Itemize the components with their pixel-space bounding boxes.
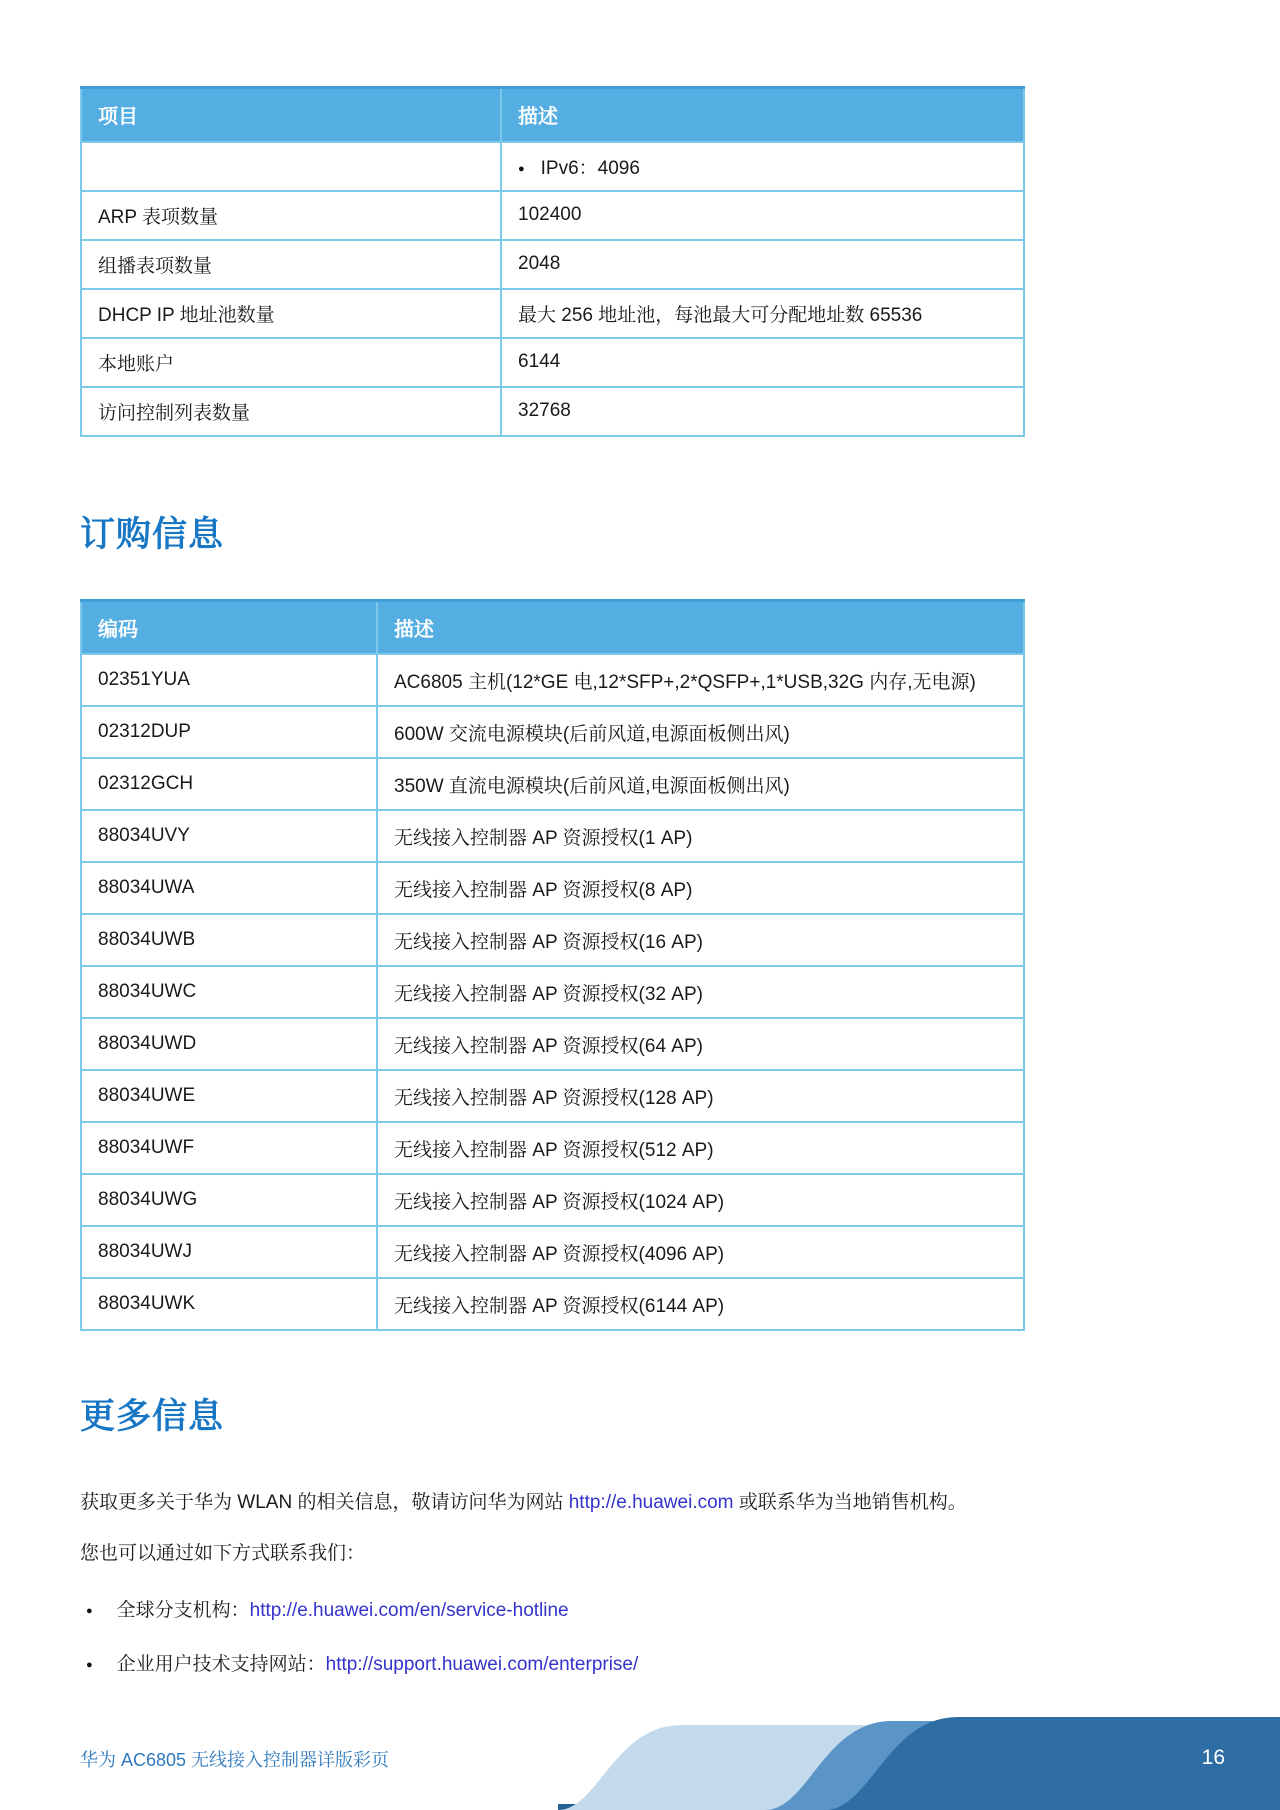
table-row xyxy=(81,654,1024,706)
table-header-row xyxy=(81,600,1024,654)
code-cell: 88034UWA xyxy=(81,862,377,914)
code-cell: 88034UWD xyxy=(81,1018,377,1070)
spec-item-cell: ARP 表项数量 xyxy=(81,191,501,240)
spec-desc-cell: 6144 xyxy=(501,338,1024,387)
bullet-icon: ● xyxy=(86,1605,93,1617)
desc-cell: 600W 交流电源模块(后前风道,电源面板侧出风) xyxy=(377,706,1024,758)
table-row xyxy=(81,810,1024,862)
desc-cell: 无线接入控制器 AP 资源授权(4096 AP) xyxy=(377,1226,1024,1278)
table-row xyxy=(81,758,1024,810)
spec-desc-cell: 最大 256 地址池，每池最大可分配地址数 65536 xyxy=(501,289,1024,338)
desc-cell: 无线接入控制器 AP 资源授权(6144 AP) xyxy=(377,1278,1024,1330)
table-row xyxy=(81,706,1024,758)
table-row xyxy=(81,240,1024,289)
code-cell: 02312GCH xyxy=(81,758,377,810)
desc-cell: AC6805 主机(12*GE 电,12*SFP+,2*QSFP+,1*USB,32G 内存,无电源) xyxy=(377,654,1024,706)
table-row xyxy=(81,338,1024,387)
huawei-website-link[interactable]: http://e.huawei.com xyxy=(568,1492,734,1513)
more-intro-paragraph xyxy=(80,1489,1080,1516)
spec-col-desc: 描述 xyxy=(501,88,1024,142)
table-row xyxy=(81,914,1024,966)
spec-item-cell: DHCP IP 地址池数量 xyxy=(81,289,501,338)
table-row xyxy=(81,289,1024,338)
code-cell: 88034UWF xyxy=(81,1122,377,1174)
desc-cell: 无线接入控制器 AP 资源授权(1024 AP) xyxy=(377,1174,1024,1226)
table-row xyxy=(81,142,1024,191)
table-row xyxy=(81,1070,1024,1122)
code-cell: 88034UWK xyxy=(81,1278,377,1330)
spec-table xyxy=(80,86,1025,437)
table-row xyxy=(81,1226,1024,1278)
bullet-icon-text: ● IPv6：4096 xyxy=(518,153,640,180)
desc-cell: 无线接入控制器 AP 资源授权(1 AP) xyxy=(377,810,1024,862)
code-cell: 88034UWJ xyxy=(81,1226,377,1278)
table-row xyxy=(81,862,1024,914)
service-hotline-link[interactable]: http://e.huawei.com/en/service-hotline xyxy=(249,1600,569,1621)
ordering-section-title: 订购信息 xyxy=(80,514,225,554)
bullet-label: 企业用户技术支持网站： xyxy=(116,1654,326,1675)
footer-wave-graphic xyxy=(540,1715,1280,1810)
table-row xyxy=(81,387,1024,436)
table-row xyxy=(81,1278,1024,1330)
intro-text-after: 或联系华为当地销售机构。 xyxy=(733,1492,967,1513)
spec-item-cell: 组播表项数量 xyxy=(81,240,501,289)
desc-cell: 无线接入控制器 AP 资源授权(8 AP) xyxy=(377,862,1024,914)
contact-line: 您也可以通过如下方式联系我们： xyxy=(80,1543,366,1564)
desc-cell: 350W 直流电源模块(后前风道,电源面板侧出风) xyxy=(377,758,1024,810)
code-cell: 88034UVY xyxy=(81,810,377,862)
footer-document-title: 华为 AC6805 无线接入控制器详版彩页 xyxy=(80,1750,390,1770)
bullet-label: 全球分支机构： xyxy=(116,1600,250,1621)
page-number: 16 xyxy=(1201,1746,1225,1769)
code-cell: 88034UWB xyxy=(81,914,377,966)
desc-cell: 无线接入控制器 AP 资源授权(128 AP) xyxy=(377,1070,1024,1122)
desc-cell: 无线接入控制器 AP 资源授权(16 AP) xyxy=(377,914,1024,966)
spec-item-cell: 访问控制列表数量 xyxy=(81,387,501,436)
spec-col-item: 项目 xyxy=(81,88,501,142)
code-cell: 88034UWE xyxy=(81,1070,377,1122)
enterprise-support-link[interactable]: http://support.huawei.com/enterprise/ xyxy=(325,1654,639,1675)
ordering-table xyxy=(80,599,1025,1332)
ordering-col-code: 编码 xyxy=(81,600,377,654)
spec-item-cell: 本地账户 xyxy=(81,338,501,387)
spec-desc-cell xyxy=(501,142,1024,191)
table-header-row xyxy=(81,88,1024,142)
desc-cell: 无线接入控制器 AP 资源授权(512 AP) xyxy=(377,1122,1024,1174)
list-item xyxy=(86,1651,1025,1681)
spec-table-header xyxy=(81,88,1024,142)
code-cell: 02351YUA xyxy=(81,654,377,706)
table-row xyxy=(81,191,1024,240)
bullet-icon: ● xyxy=(86,1659,93,1671)
table-row xyxy=(81,1122,1024,1174)
table-row xyxy=(81,966,1024,1018)
code-cell: 02312DUP xyxy=(81,706,377,758)
spec-desc-cell: 32768 xyxy=(501,387,1024,436)
desc-cell: 无线接入控制器 AP 资源授权(32 AP) xyxy=(377,966,1024,1018)
intro-text-before: 获取更多关于华为 WLAN 的相关信息，敬请访问华为网站 xyxy=(80,1492,569,1513)
code-cell: 88034UWC xyxy=(81,966,377,1018)
spec-desc-cell: 2048 xyxy=(501,240,1024,289)
table-row xyxy=(81,1174,1024,1226)
ordering-table-header xyxy=(81,600,1024,654)
list-item xyxy=(86,1597,1025,1627)
desc-cell: 无线接入控制器 AP 资源授权(64 AP) xyxy=(377,1018,1024,1070)
spec-desc-cell: 102400 xyxy=(501,191,1024,240)
more-section-title: 更多信息 xyxy=(80,1397,225,1436)
code-cell: 88034UWG xyxy=(81,1174,377,1226)
table-row xyxy=(81,1018,1024,1070)
spec-item-cell xyxy=(81,142,501,191)
ordering-col-desc: 描述 xyxy=(377,600,1024,654)
